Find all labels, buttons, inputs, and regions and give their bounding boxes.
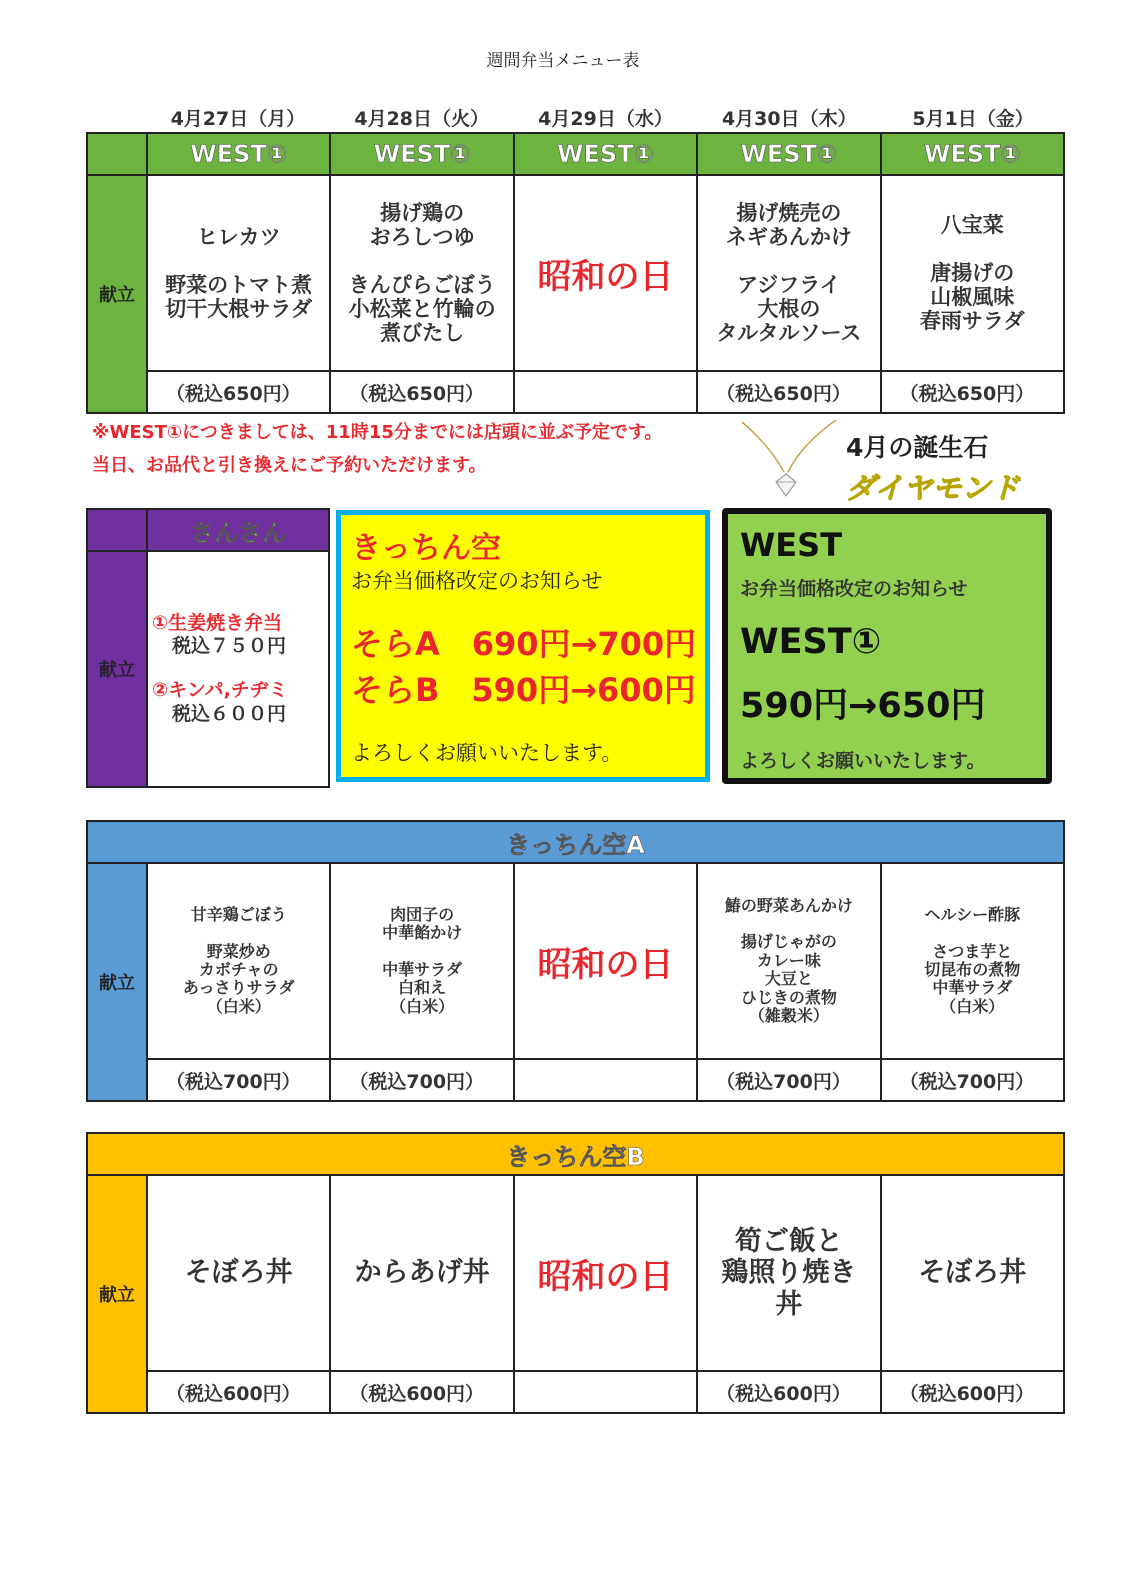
notice-line-2: 当日、お品代と引き換えにご予約いただけます。 <box>92 455 487 476</box>
west-price: （税込650円） <box>697 371 880 413</box>
kitchen-notice-price-b: そらB 590円→600円 <box>351 671 696 709</box>
west-notice-price-change: 590円→650円 <box>740 686 986 726</box>
birthstone-title: 4月の誕生石 <box>846 433 989 462</box>
west-header: WEST① <box>147 133 330 175</box>
west-price: （税込650円） <box>881 371 1064 413</box>
date-fri: 5月1日（金） <box>912 108 1034 130</box>
sora-b-menu-mon: そぼろ丼 <box>147 1175 330 1371</box>
kitchen-notice-title: きっちん空 <box>351 531 501 566</box>
west-price: （税込650円） <box>330 371 513 413</box>
sansan-item1-name: ①生姜焼き弁当 <box>152 611 283 634</box>
sora-b-price: （税込600円） <box>881 1371 1064 1413</box>
west-notice-item: WEST① <box>740 622 882 662</box>
sora-a-menu-fri: ヘルシー酢豚 さつま芋と 切昆布の煮物 中華サラダ （白米） <box>881 863 1064 1059</box>
sansan-item1-price: 税込７５０円 <box>172 635 287 658</box>
page-title: 週間弁当メニュー表 <box>486 51 640 71</box>
sora-b-table <box>86 1132 1065 1414</box>
sora-a-price: （税込700円） <box>147 1059 330 1101</box>
west-menu-tue: 揚げ鶏の おろしつゆ きんぴらごぼう 小松菜と竹輪の 煮びたし <box>330 175 513 371</box>
sora-b-menu-wed-holiday: 昭和の日 <box>514 1175 697 1371</box>
sora-b-price: （税込600円） <box>697 1371 880 1413</box>
kitchen-notice-subtitle: お弁当価格改定のお知らせ <box>351 569 603 593</box>
sansan-table <box>86 508 330 788</box>
date-row <box>146 104 1065 131</box>
sora-a-side-label: 献立 <box>87 863 147 1101</box>
sora-a-price: （税込700円） <box>330 1059 513 1101</box>
sora-a-menu-wed-holiday: 昭和の日 <box>514 863 697 1059</box>
sora-a-price: （税込700円） <box>881 1059 1064 1101</box>
sora-b-price: （税込600円） <box>330 1371 513 1413</box>
sora-a-price: （税込700円） <box>697 1059 880 1101</box>
date-wed: 4月29日（水） <box>538 108 673 130</box>
west-header: WEST① <box>697 133 880 175</box>
west-notice-subtitle: お弁当価格改定のお知らせ <box>740 578 968 600</box>
sansan-side-label: 献立 <box>87 551 147 787</box>
west-menu-wed-holiday: 昭和の日 <box>514 175 697 371</box>
sora-a-menu-mon: 甘辛鶏ごぼう 野菜炒め カボチャの あっさりサラダ （白米） <box>147 863 330 1059</box>
west-header: WEST① <box>514 133 697 175</box>
date-tue: 4月28日（火） <box>354 108 490 130</box>
sora-b-menu-fri: そぼろ丼 <box>881 1175 1064 1371</box>
diamond-necklace-icon <box>740 416 840 500</box>
sansan-header-corner <box>87 509 147 551</box>
sansan-header: さんさん <box>147 509 329 551</box>
sora-b-menu-thu: 筍ご飯と 鶏照り焼き 丼 <box>697 1175 880 1371</box>
west-price <box>514 371 697 413</box>
date-mon: 4月27日（月） <box>170 108 306 130</box>
sora-b-price <box>514 1371 697 1413</box>
notice-line-1: ※WEST①につきましては、11時15分までには店頭に並ぶ予定です。 <box>92 422 663 443</box>
sansan-item2-price: 税込６００円 <box>172 702 287 725</box>
sora-a-table <box>86 820 1065 1102</box>
west-side-label: 献立 <box>87 175 147 413</box>
sora-a-header: きっちん空A <box>87 821 1064 863</box>
kitchen-notice-closing: よろしくお願いいたします。 <box>351 741 623 765</box>
west-price: （税込650円） <box>147 371 330 413</box>
west-header: WEST① <box>881 133 1064 175</box>
kitchen-notice-price-a: そらA 690円→700円 <box>351 625 697 663</box>
sora-a-menu-thu: 鰆の野菜あんかけ 揚げじゃがの カレー味 大豆と ひじきの煮物 （雑穀米） <box>697 863 880 1059</box>
west-menu-thu: 揚げ焼売の ネギあんかけ アジフライ 大根の タルタルソース <box>697 175 880 371</box>
sora-b-header: きっちん空B <box>87 1133 1064 1175</box>
sora-b-menu-tue: からあげ丼 <box>330 1175 513 1371</box>
kitchen-sora-notice <box>336 510 710 782</box>
sora-a-menu-tue: 肉団子の 中華餡かけ 中華サラダ 白和え （白米） <box>330 863 513 1059</box>
west-menu-fri: 八宝菜 唐揚げの 山椒風味 春雨サラダ <box>881 175 1064 371</box>
sansan-menu-cell <box>147 551 329 787</box>
sora-b-price: （税込600円） <box>147 1371 330 1413</box>
west-menu-mon: ヒレカツ 野菜のトマト煮 切干大根サラダ <box>147 175 330 371</box>
sansan-item2-name: ②キンパ,チヂミ <box>152 679 288 701</box>
west-header: WEST① <box>330 133 513 175</box>
sora-a-price <box>514 1059 697 1101</box>
west-header-corner <box>87 133 147 175</box>
date-thu: 4月30日（木） <box>721 108 857 130</box>
west-price-notice <box>722 508 1052 784</box>
birthstone-name: ダイヤモンド <box>846 471 1020 505</box>
west-menu-table <box>86 132 1065 414</box>
sora-b-side-label: 献立 <box>87 1175 147 1413</box>
west-notice-closing: よろしくお願いいたします。 <box>740 750 986 772</box>
west-notice-title: WEST <box>740 526 843 564</box>
